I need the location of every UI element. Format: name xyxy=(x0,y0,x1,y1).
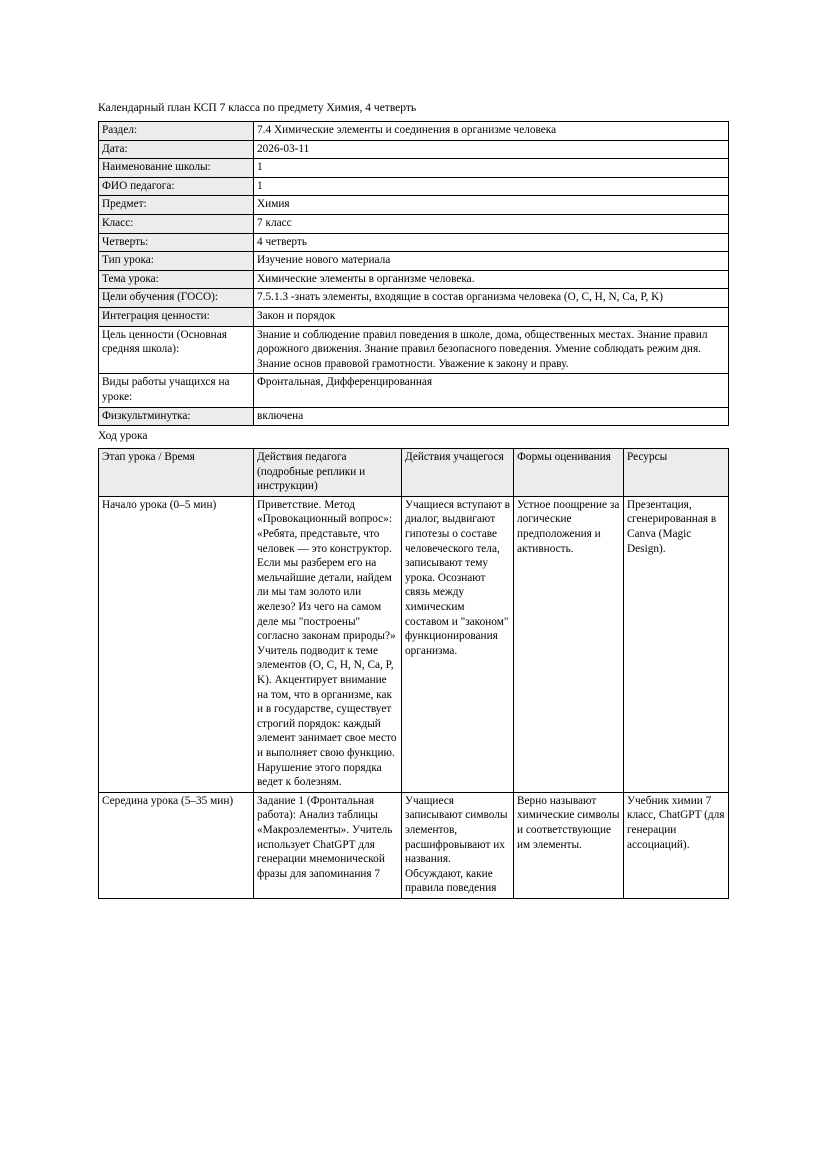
table-header-row xyxy=(99,449,729,497)
table-row xyxy=(99,407,729,426)
info-table-body xyxy=(99,122,729,426)
cell-student-actions: Учащиеся вступают в диалог, выдвигают гипотезы о составе человеческого тела, записывают тему урока. Осознают связь между химическим составом и "законом" функционирования организма. xyxy=(402,496,514,792)
table-row xyxy=(99,233,729,252)
table-row xyxy=(99,177,729,196)
table-row xyxy=(99,252,729,271)
info-label: Цели обучения (ГОСО): xyxy=(99,289,254,308)
lesson-table-head xyxy=(99,449,729,497)
table-row xyxy=(99,289,729,308)
info-value: Знание и соблюдение правил поведения в школе, дома, общественных местах. Знание правил дорожного движения. Знание правил безопасного поведения. Умение соблюдать режим дня. Знание основ правовой грамотности. Уважение к закону и праву. xyxy=(254,326,729,374)
document-content xyxy=(98,100,728,899)
info-label: Физкультминутка: xyxy=(99,407,254,426)
cell-assessment: Верно называют химические символы и соответствующие им элементы. xyxy=(514,792,624,898)
lesson-info-table xyxy=(98,121,729,426)
info-value: Фронтальная, Дифференцированная xyxy=(254,374,729,407)
info-value: 4 четверть xyxy=(254,233,729,252)
table-row xyxy=(99,496,729,792)
info-label: ФИО педагога: xyxy=(99,177,254,196)
table-row xyxy=(99,122,729,141)
cell-stage: Середина урока (5–35 мин) xyxy=(99,792,254,898)
table-row xyxy=(99,214,729,233)
info-label: Четверть: xyxy=(99,233,254,252)
cell-teacher-actions: Приветствие. Метод «Провокационный вопрос»: «Ребята, представьте, что человек — это конструктор. Если мы разберем его на мельчайшие детали, найдем ли мы там золото или железо? Из чего на самом деле мы "построены" согласно законам природы?» Учитель подводит к теме элементов (O, C, H, N, Ca, P, K). Акцентирует внимание на том, что в организме, как и в государстве, существует строгий порядок: каждый элемент занимает свое место и выполняет свою функцию. Нарушение этого порядка ведет к болезням. xyxy=(254,496,402,792)
info-value: Химия xyxy=(254,196,729,215)
info-label: Раздел: xyxy=(99,122,254,141)
info-value: Изучение нового материала xyxy=(254,252,729,271)
lesson-flow-table xyxy=(98,448,729,899)
table-row xyxy=(99,792,729,898)
table-row xyxy=(99,270,729,289)
info-label: Дата: xyxy=(99,140,254,159)
info-label: Цель ценности (Основная средняя школа): xyxy=(99,326,254,374)
cell-resources: Учебник химии 7 класс, ChatGPT (для генерации ассоциаций). xyxy=(624,792,729,898)
info-label: Тема урока: xyxy=(99,270,254,289)
lesson-flow-heading: Ход урока xyxy=(98,430,148,443)
table-row xyxy=(99,159,729,178)
page-title: Календарный план КСП 7 класса по предмету Химия, 4 четверть xyxy=(98,102,417,114)
info-label: Интеграция ценности: xyxy=(99,307,254,326)
cell-student-actions: Учащиеся записывают символы элементов, расшифровывают их названия. Обсуждают, какие правила поведения xyxy=(402,792,514,898)
info-label: Тип урока: xyxy=(99,252,254,271)
info-label: Класс: xyxy=(99,214,254,233)
cell-resources: Презентация, сгенерированная в Canva (Magic Design). xyxy=(624,496,729,792)
column-header-teacher-actions: Действия педагога (подробные реплики и инструкции) xyxy=(254,449,402,497)
info-label: Виды работы учащихся на уроке: xyxy=(99,374,254,407)
column-header-student-actions: Действия учащегося xyxy=(402,449,514,497)
cell-teacher-actions: Задание 1 (Фронтальная работа): Анализ таблицы «Макроэлементы». Учитель использует ChatGPT для генерации мнемонической фразы для запоминания 7 xyxy=(254,792,402,898)
info-value: Химические элементы в организме человека. xyxy=(254,270,729,289)
info-value: 7 класс xyxy=(254,214,729,233)
cell-stage: Начало урока (0–5 мин) xyxy=(99,496,254,792)
column-header-stage: Этап урока / Время xyxy=(99,449,254,497)
table-row xyxy=(99,140,729,159)
info-label: Наименование школы: xyxy=(99,159,254,178)
column-header-resources: Ресурсы xyxy=(624,449,729,497)
table-row xyxy=(99,374,729,407)
table-row xyxy=(99,326,729,374)
info-value: 7.4 Химические элементы и соединения в организме человека xyxy=(254,122,729,141)
info-label: Предмет: xyxy=(99,196,254,215)
info-value: 1 xyxy=(254,177,729,196)
info-value: 2026-03-11 xyxy=(254,140,729,159)
column-header-assessment-forms: Формы оценивания xyxy=(514,449,624,497)
info-value: Закон и порядок xyxy=(254,307,729,326)
info-value: 1 xyxy=(254,159,729,178)
lesson-table-body xyxy=(99,496,729,898)
info-value: включена xyxy=(254,407,729,426)
cell-assessment: Устное поощрение за логические предположения и активность. xyxy=(514,496,624,792)
table-row xyxy=(99,307,729,326)
info-value: 7.5.1.3 -знать элементы, входящие в состав организма человека (O, C, H, N, Ca, P, K) xyxy=(254,289,729,308)
table-row xyxy=(99,196,729,215)
